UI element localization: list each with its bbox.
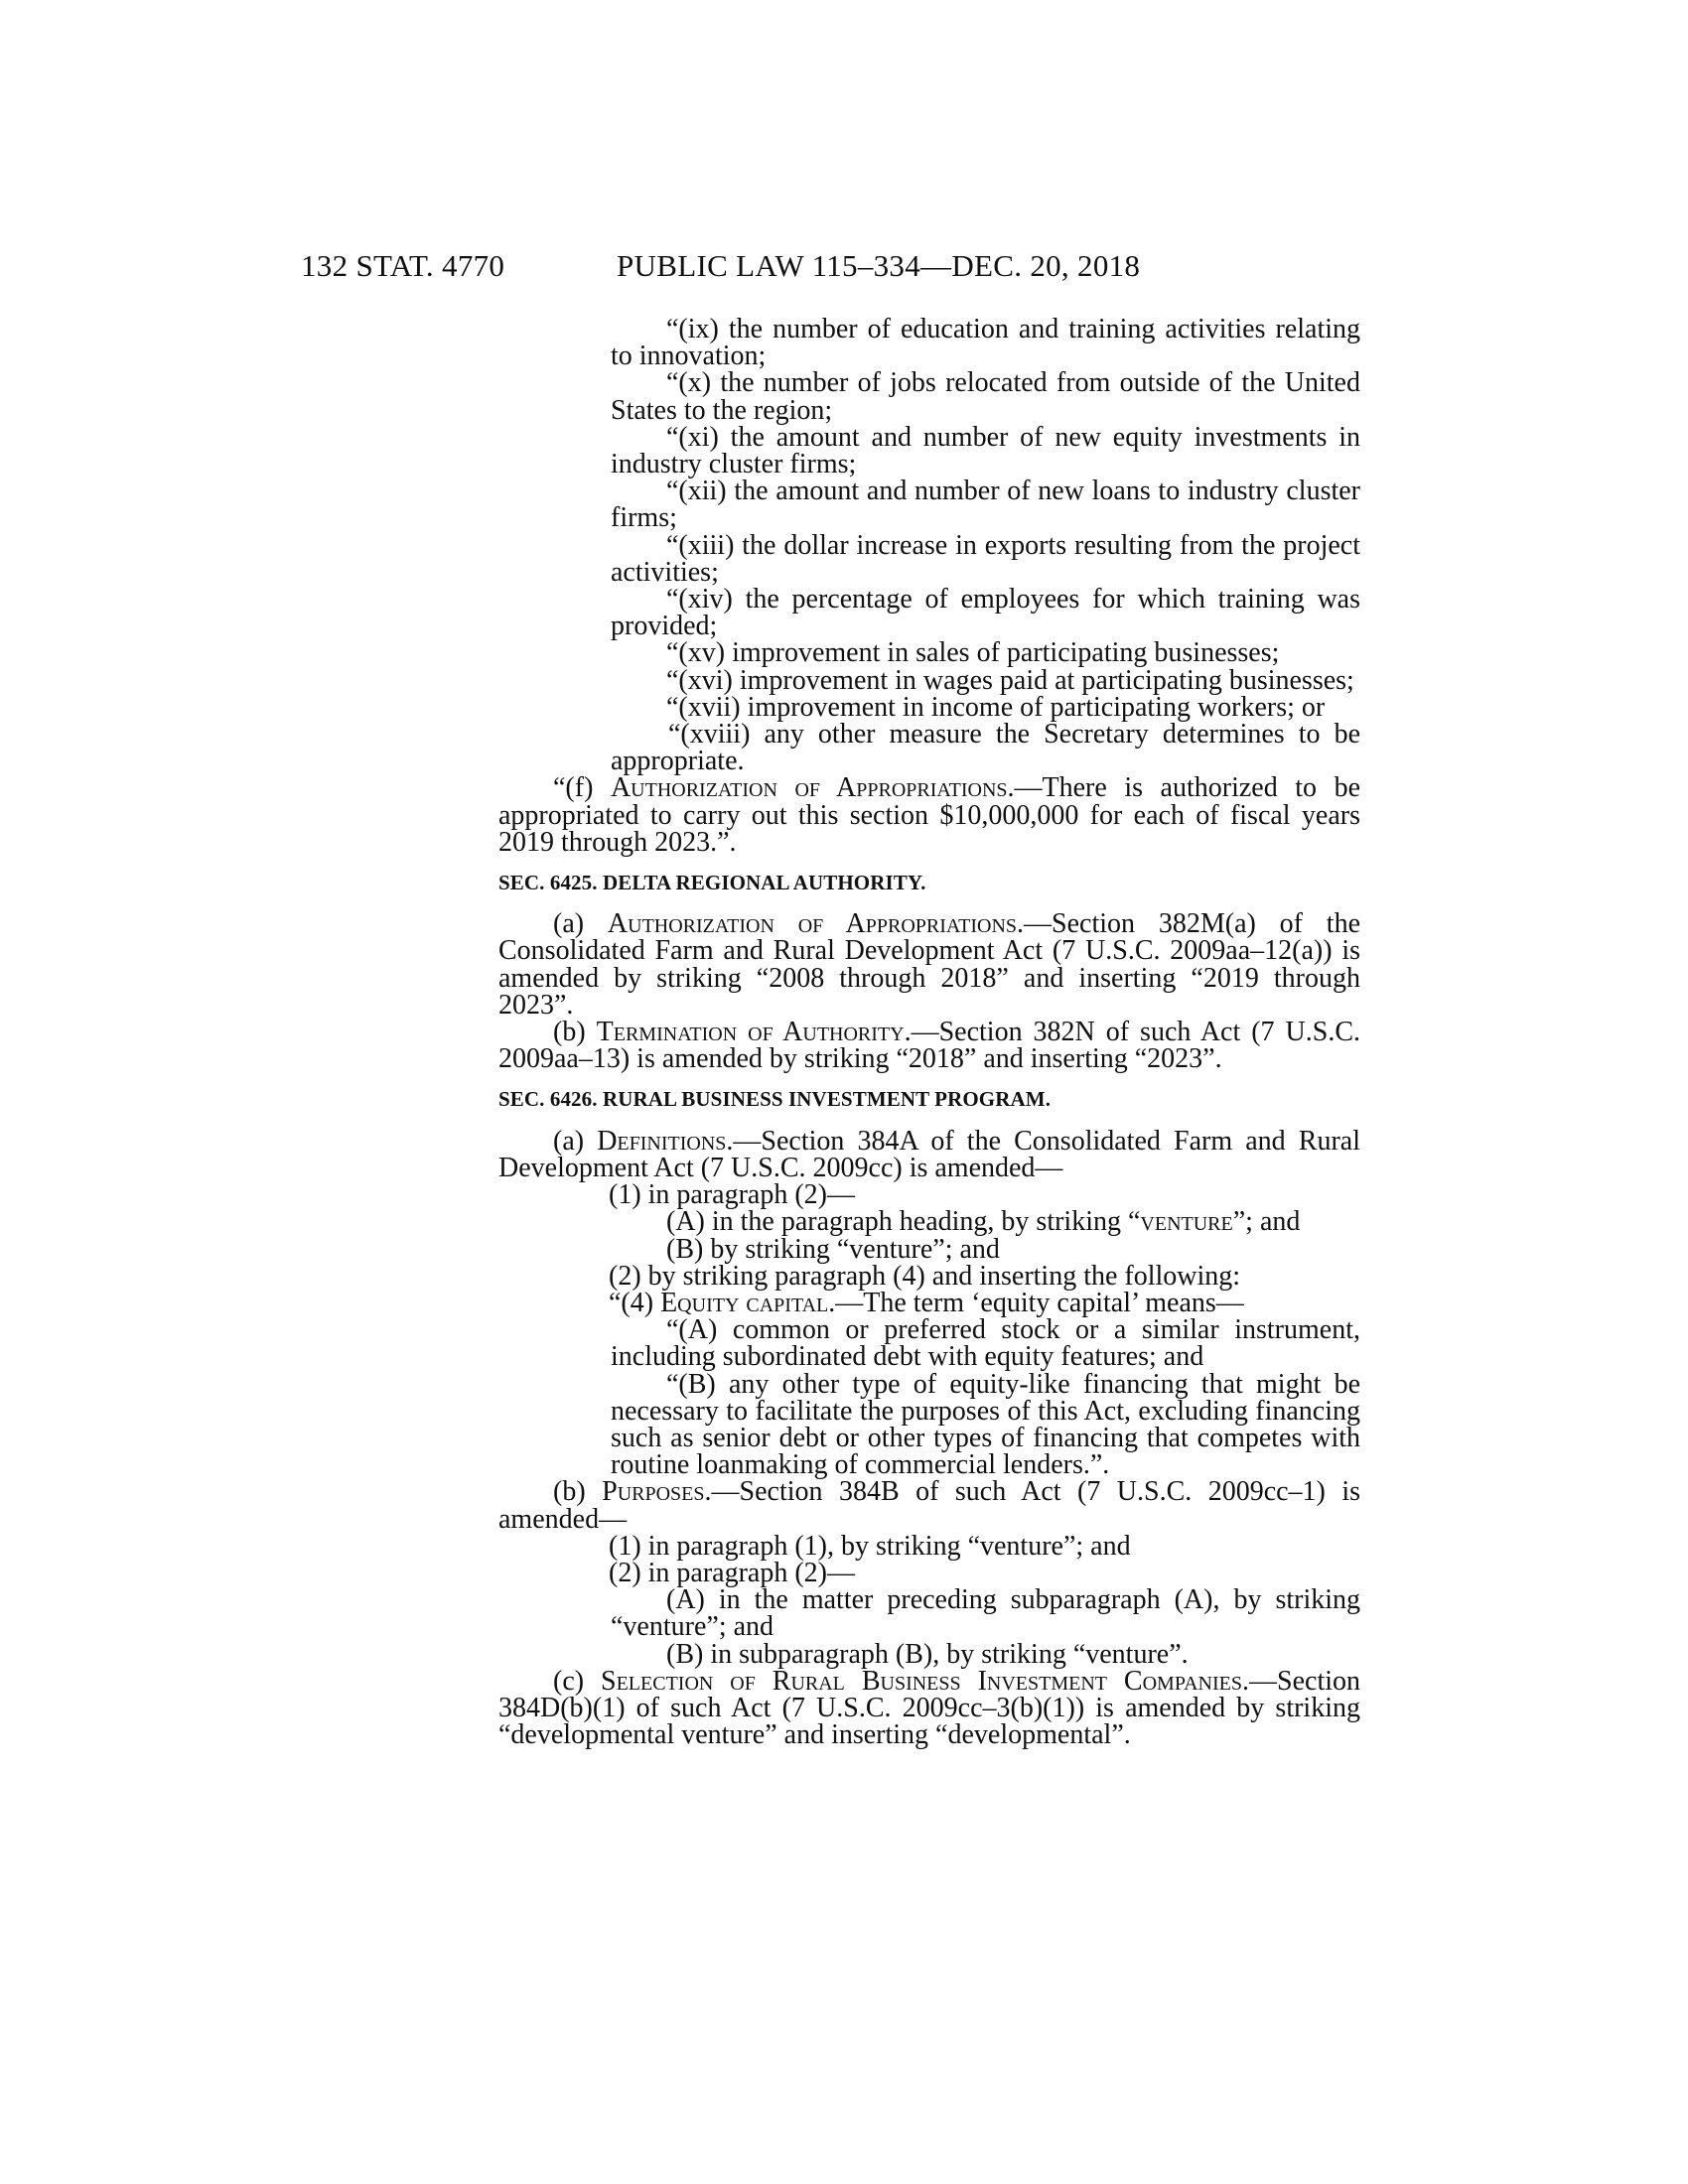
section-6426-a-1-A <box>498 1206 1360 1238</box>
section-6426-a-1-B: (B) by striking “venture”; and <box>666 1233 1000 1265</box>
subsection-f <box>498 774 1360 856</box>
equity-capital-definition <box>498 1287 1360 1318</box>
clause-xvi: “(xvi) improvement in wages paid at participating businesses; <box>666 664 1354 696</box>
clause-xiv: “(xiv) the percentage of employees for which training was provided; <box>611 584 1360 642</box>
clause-xiii: “(xiii) the dollar increase in exports resulting from the project activities; <box>611 529 1360 588</box>
section-6426-a-1-A-pre: (A) in the paragraph heading, by striking “ <box>666 1206 1141 1238</box>
section-6425-a-text: —Section 382M(a) of the Consolidated Farm and Rural Development Act (7 U.S.C. 2009aa–12(a)) is amended by striking “2008 through 2018” and inserting “2019 through 2023”. <box>498 908 1361 1021</box>
subsection-f-label: “(f) <box>553 772 594 804</box>
section-6425-b-heading: Termination of Authority. <box>596 1017 912 1048</box>
subsection-f-text: —There is authorized to be appropriated to carry out this section $10,000,000 for each of fiscal years 2019 through 2023.”. <box>498 772 1360 858</box>
equity-capital-B: “(B) any other type of equity-like financing that might be necessary to facilitate the purposes of this Act, excluding financing such as senior debt or other types of financing that competes with routine loanmaking of commercial lenders.”. <box>611 1368 1360 1481</box>
section-6426-c-label: (c) <box>553 1665 585 1697</box>
section-6425-a-label: (a) <box>553 908 585 940</box>
equity-capital-heading: Equity capital. <box>660 1287 836 1318</box>
equity-capital-label: “(4) <box>609 1287 654 1318</box>
section-6426-a-1-A-post: ”; and <box>1232 1206 1301 1238</box>
clause-xi: “(xi) the amount and number of new equity investments in industry cluster firms; <box>611 421 1360 480</box>
section-6426-a-1: (1) in paragraph (2)— <box>609 1179 856 1211</box>
section-6426-b-label: (b) <box>553 1476 586 1508</box>
section-6425-b-label: (b) <box>553 1017 586 1048</box>
document-body <box>498 314 1361 1751</box>
section-6426-b-2: (2) in paragraph (2)— <box>609 1557 856 1588</box>
section-6426-a-label: (a) <box>553 1125 585 1157</box>
section-6426-b-text: —Section 384B of such Act (7 U.S.C. 2009cc–1) is amended— <box>498 1476 1361 1535</box>
clause-xii: “(xii) the amount and number of new loans to industry cluster firms; <box>611 476 1360 534</box>
section-6425-b-text: —Section 382N of such Act (7 U.S.C. 2009aa–13) is amended by striking “2018” and inserting “2023”. <box>498 1017 1361 1075</box>
section-6426-a-heading: Definitions. <box>597 1125 734 1157</box>
page-header <box>0 248 1688 288</box>
equity-capital-text: —The term ‘equity capital’ means— <box>835 1287 1244 1318</box>
clause-ix: “(ix) the number of education and training activities relating to innovation; <box>611 314 1360 372</box>
section-6426-heading: SEC. 6426. RURAL BUSINESS INVESTMENT PROGRAM. <box>498 1087 1052 1112</box>
equity-capital-A: “(A) common or preferred stock or a similar instrument, including subordinated debt with equity features; and <box>611 1314 1360 1373</box>
section-6425-a-heading: Authorization of Appropriations. <box>607 908 1025 940</box>
section-6426-b-heading: Purposes. <box>602 1476 712 1508</box>
section-6426-b-2-A: (A) in the matter preceding subparagraph (A), by striking “venture”; and <box>611 1584 1360 1643</box>
section-6426-b <box>498 1476 1361 1535</box>
clause-xviii: “(xviii) any other measure the Secretary determines to be appropriate. <box>611 719 1360 777</box>
section-6425-heading: SEC. 6425. DELTA REGIONAL AUTHORITY. <box>498 871 926 895</box>
section-6426-a <box>498 1125 1360 1183</box>
section-6426-b-1: (1) in paragraph (1), by striking “venture”; and <box>609 1530 1131 1562</box>
section-6426-c <box>498 1665 1361 1751</box>
section-6426-c-text: —Section 384D(b)(1) of such Act (7 U.S.C. 2009cc–3(b)(1)) is amended by striking “developmental venture” and inserting “developmental”. <box>498 1665 1361 1751</box>
running-head: PUBLIC LAW 115–334—DEC. 20, 2018 <box>617 248 1141 283</box>
clause-xv: “(xv) improvement in sales of participating businesses; <box>666 637 1280 669</box>
section-6425-a <box>498 910 1360 1019</box>
section-6426-b-2-B: (B) in subparagraph (B), by striking “venture”. <box>666 1638 1189 1670</box>
clause-xvii: “(xvii) improvement in income of participating workers; or <box>666 691 1326 723</box>
section-6426-c-heading: Selection of Rural Business Investment Companies. <box>601 1665 1250 1697</box>
statute-citation: 132 STAT. 4770 <box>301 248 505 283</box>
section-6426-a-1-A-venture: venture <box>1140 1206 1233 1238</box>
clause-x: “(x) the number of jobs relocated from outside of the United States to the region; <box>611 367 1360 426</box>
section-6426-a-2: (2) by striking paragraph (4) and inserting the following: <box>609 1260 1241 1292</box>
section-6426-a-text: —Section 384A of the Consolidated Farm and Rural Development Act (7 U.S.C. 2009cc) is amended— <box>498 1125 1360 1183</box>
section-6425-b <box>498 1017 1361 1075</box>
subsection-f-heading: Authorization of Appropriations. <box>610 772 1015 804</box>
